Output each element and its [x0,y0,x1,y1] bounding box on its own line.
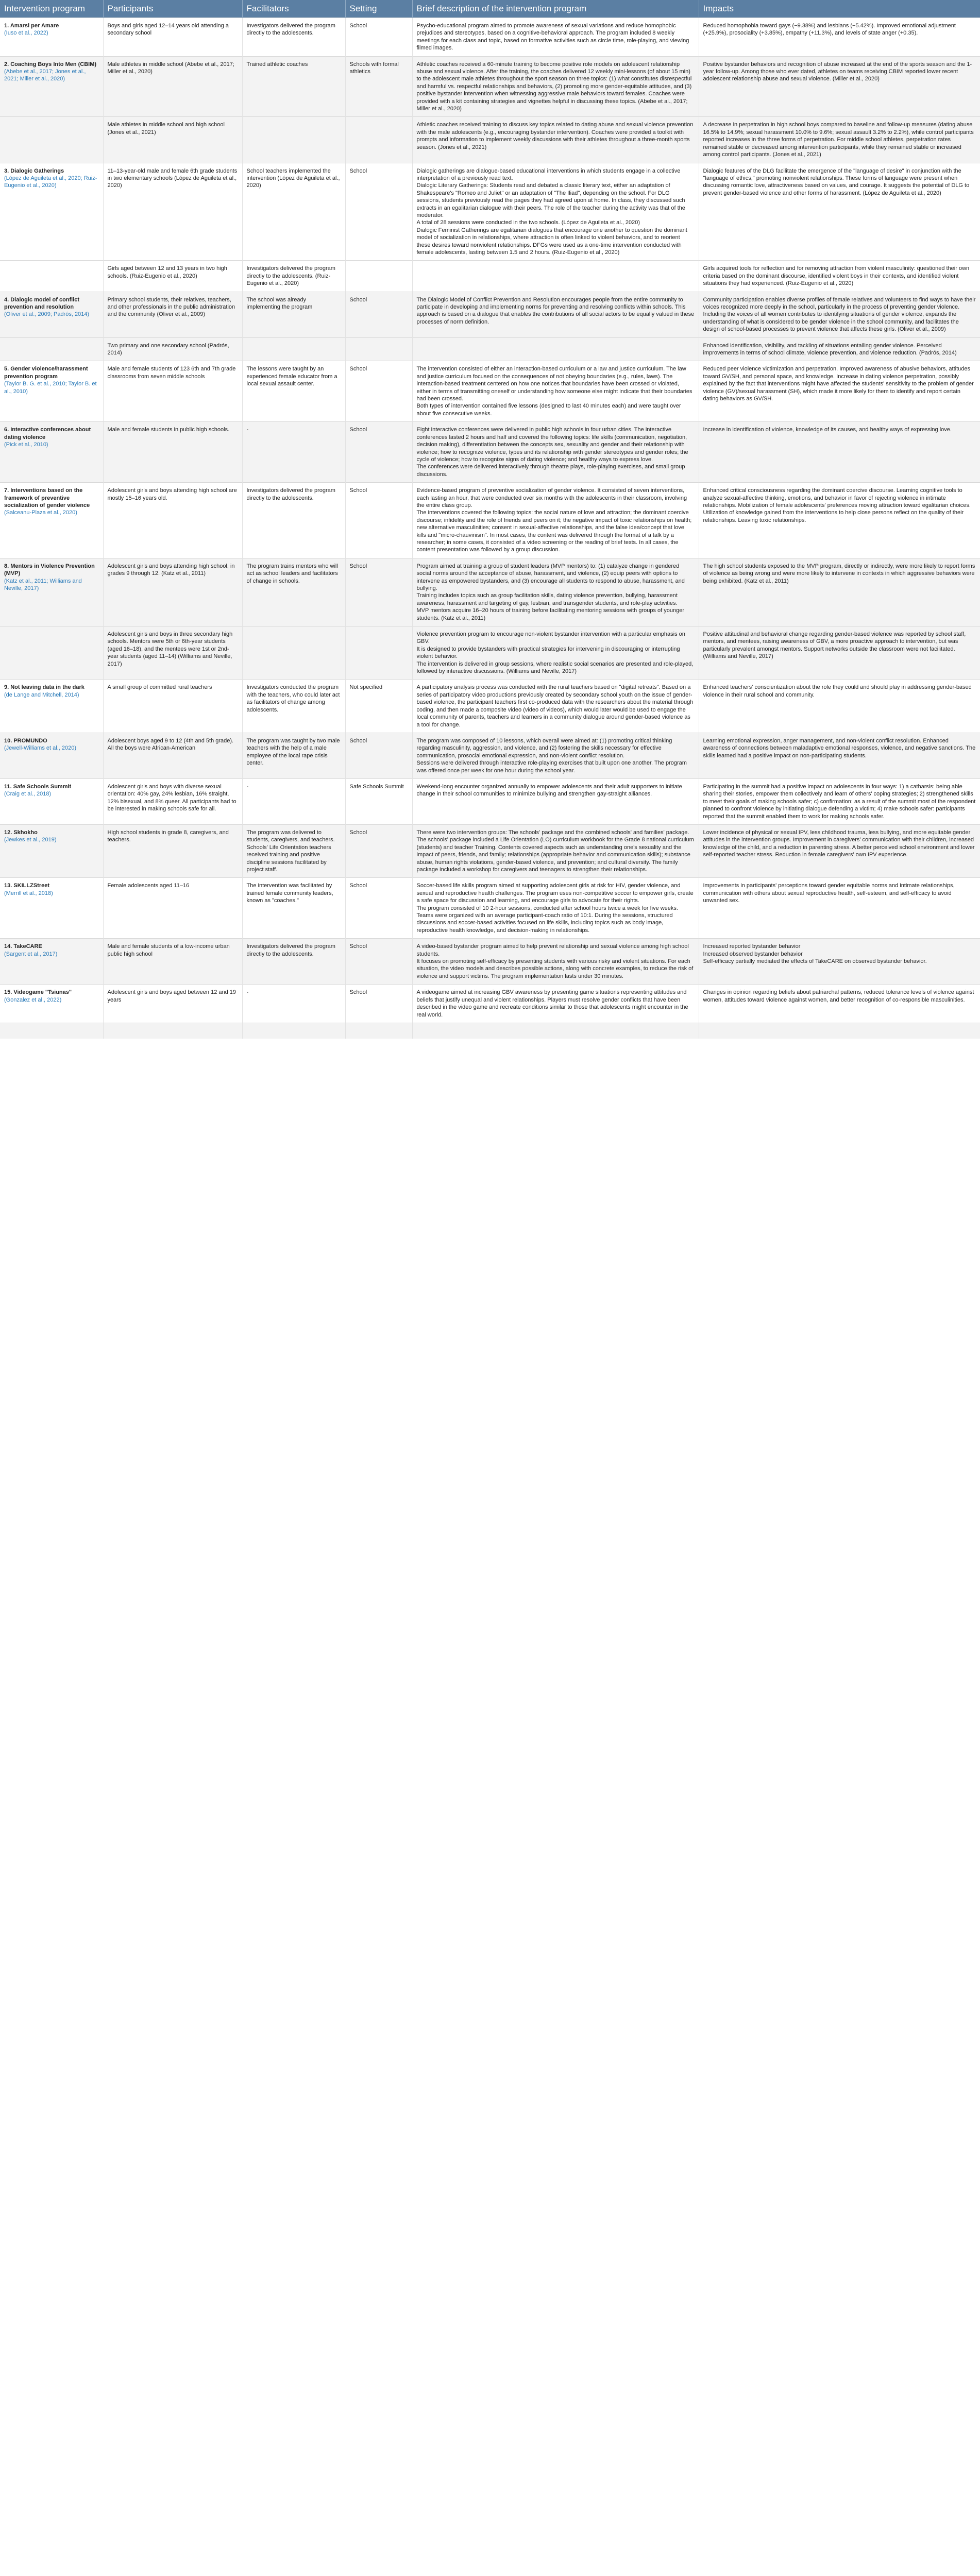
cell-participants: Adolescent girls and boys attending high school, in grades 9 through 12. (Katz et al., 2011) [103,558,242,626]
header-participants: Participants [103,0,242,18]
program-name: 15. Videogame "Tsiunas" [4,989,72,996]
cell-participants: Adolescent girls and boys attending high school are mostly 15–16 years old. [103,483,242,558]
description-text: A videogame aimed at increasing GBV awareness by presenting game situations representing attitudes and beliefs that justify unequal and violent relationships. Players must resolve gender conflicts that have been described in the video game and recreate conditions similar to those that adolescents might encounter in the real world. [416,989,688,1018]
table-row [0,292,980,337]
description-text: Evidence-based program of preventive socialization of gender violence. It consisted of seven interventions, each lasting an hour, that were conducted over six months with the adolescents in their classroom, involving the entire class group. The interventions covered the following topics: the social nature of love and attraction; the dominant coercive discourse; infidelity and the role of friends and peers on it; the negative impact of toxic relationships on health; new alternative masculinities; consent in sexual-affective relationships, and the false idea/concept that love kills and "micro-chauvinism". In most cases, the content was delivered through the format of a talk by a researcher; in some cases, it consisted of a video screening or the reading of brief texts. In all cases, the content presentation was followed by a group discussion. [416,487,692,553]
program-name: 4. Dialogic model of conflict prevention and resolution [4,296,80,310]
impacts-text: A decrease in perpetration in high school boys compared to baseline and follow-up measures (dating abuse 16.5% to 14.9%; sexual harassment 10.0% to 9.6%; sexual assault 3.2% to 2.2%), while control participants reported increases in the three forms of perpetration. For middle school athletes, perpetration rates remained stable or decreased among intervention participants, while they remained stable or increased among control participants. (Jones et al., 2021) [703,122,974,158]
table-row [0,626,980,680]
impacts-text: Lower incidence of physical or sexual IPV, less childhood trauma, less bullying, and more equitable gender attitudes in the intervention groups. Improvement in caregivers' communication with their children, increased knowledge of the child, and a reduction in parenting stress. A better perceived school environment and lower self-reported teacher stress. Reduction in female caregivers' own IPV experience. [703,829,975,858]
impacts-text: Reduced peer violence victimization and perpetration. Improved awareness of abusive behaviors, attitudes toward GV/SH, and personal space, and knowledge. Increase in dating violence perpetration, possibly explained by the fact that interventions might have affected the students' sensitivity to the problem of gender violence (GV)/sexual harassment (SH), which made it more likely for them to identify and report certain dating behaviors as GV/SH. [703,366,974,402]
description-text: Eight interactive conferences were delivered in public high schools in four urban cities. The interactive conferences lasted 2 hours and half and covered the following topics: life skills (communication, negotiation, decision making), differentiation between the concepts sex, sexuality and gender and their relationship with violence; how to recognize violence, types and its relationship with gender stereotypes and gender roles; the cycle of violence; how to recognize signs of dating violence; and healthy ways to express love. The conferences were delivered interactively through theatre plays, role-playing exercises, and small group discussions. [416,427,688,478]
header-row [0,0,980,18]
cell-participants: Adolescent girls and boys aged between 12 and 19 years [103,985,242,1023]
cell-facilitators: - [242,985,345,1023]
program-citation: (Oliver et al., 2009; Padrós, 2014) [4,311,90,318]
description-text: The program was composed of 10 lessons, which overall were aimed at: (1) promoting critical thinking regarding masculinity, aggression, and violence, and (2) fostering the skills necessary for effective communication, prosocial emotional expression, and non-violent conflict resolution. Sessions were delivered through interactive role-playing exercises that built upon one another. The program was offered once per week for one hour during the school year. [416,737,687,774]
cell-participants: Primary school students, their relatives, teachers, and other professionals in the public administration and the community (Oliver et al., 2009) [103,292,242,337]
description-text: Athletic coaches received a 60-minute training to become positive role models on adolescent relationship abuse and sexual violence. After the training, the coaches delivered 12 weekly mini-lessons (of about 15 min) to the adolescent male athletes throughout the sport season on three topics: (1) what constitutes disrespectful and harmful vs. respectful relationships and behaviors, (2) promoting more gender-equitable attitudes, and (3) positive bystander intervention when witnessing aggressive male behaviors toward females. Coaches were provided with a kit containing strategies and vignettes helpful in discussing these topics. (Abebe et al., 2017; Miller et al., 2020) [416,61,692,112]
cell-impacts [699,939,980,985]
cell-facilitators: The program was delivered to students, caregivers, and teachers. Schools' Life Orientation teachers received training and positive discipline sessions facilitated by project staff. [242,824,345,877]
program-name: 12. Skhokho [4,829,38,836]
program-citation: (Salceanu-Plaza et al., 2020) [4,510,77,516]
cell-setting: School [345,483,412,558]
program-citation: (Craig et al., 2018) [4,791,52,798]
cell-facilitators: Investigators delivered the program directly to the adolescents. (Ruiz-Eugenio et al., 2020) [242,261,345,292]
cell-setting: School [345,18,412,57]
description-text: Weekend-long encounter organized annually to empower adolescents and their adult supporters to initiate change in their school communities to minimize bullying and strengthen gay-straight alliances. [416,783,682,798]
table-row [0,824,980,877]
cell-facilitators: - [242,778,345,824]
header-setting: Setting [345,0,412,18]
impacts-text: Positive attitudinal and behavioral change regarding gender-based violence was reported by school staff, mentors, and mentees, raising awareness of GBV, a more proactive approach to intervention, but was particularly prevalent amongst mentors. Support networks outside the classroom were not facilitated. (Williams and Neville, 2017) [703,631,966,660]
cell-setting [345,117,412,163]
cell-intervention [0,778,103,824]
cell-impacts [699,626,980,680]
cell-impacts [699,422,980,483]
program-name: 5. Gender violence/harassment prevention program [4,366,88,380]
cell-participants: Girls aged between 12 and 13 years in two high schools. (Ruiz-Eugenio et al., 2020) [103,261,242,292]
cell-setting [345,1023,412,1039]
cell-setting: School [345,422,412,483]
cell-intervention [0,483,103,558]
cell-setting: School [345,985,412,1023]
cell-impacts [699,56,980,117]
program-name: 10. PROMUNDO [4,737,47,744]
program-name: 11. Safe Schools Summit [4,783,72,790]
table-row [0,985,980,1023]
cell-participants: Male and female students in public high schools. [103,422,242,483]
cell-intervention [0,878,103,939]
impacts-text: Improvements in participants' perceptions toward gender equitable norms and intimate relationships, communication with others about sexual reproductive health, self-esteem, and self-efficacy to avoid unwanted sex. [703,883,955,904]
table-row [0,778,980,824]
program-citation: (Jewkes et al., 2019) [4,837,57,843]
program-name: 8. Mentors in Violence Prevention (MVP) [4,563,95,577]
cell-description [412,778,699,824]
table-row [0,733,980,778]
cell-description [412,117,699,163]
cell-description [412,163,699,261]
description-text: A participatory analysis process was conducted with the rural teachers based on "digital retreats". Based on a series of participatory video productions previously created by secondary school youth on the issue of gender-based violence, the participant teachers first co-produced data with the researchers about the material through coding, and then made a composite video (video of videos), which would later would be used to engage the local community of parents, teachers and learners in a community dialogue around gender-based violence as a tool for change. [416,684,694,728]
cell-description [412,1023,699,1039]
program-name: 6. Interactive conferences about dating violence [4,427,91,440]
cell-impacts [699,261,980,292]
cell-participants: Female adolescents aged 11–16 [103,878,242,939]
cell-setting: School [345,824,412,877]
table-row [0,18,980,57]
cell-setting: School [345,361,412,422]
cell-description [412,878,699,939]
cell-intervention [0,824,103,877]
cell-description [412,985,699,1023]
description-text: Soccer-based life skills program aimed at supporting adolescent girls at risk for HIV, gender violence, and sexual and reproductive health challenges. The program uses non-competitive soccer to empower girls, create a safe space for discussion and learning, and encourage girls to advocate for their rights. The program consisted of 10 2-hour sessions, conducted after school hours twice a week for five weeks. Teams were organized with an average participant-coach ratio of 10:1. During the sessions, structured discussions and soccer-based activities focused on life skills, including topics such as body image, reproductive health knowledge, and decision-making in relationships. [416,883,694,934]
cell-facilitators: The program was taught by two male teachers with the help of a male employee of the local rape crisis center. [242,733,345,778]
cell-participants [103,1023,242,1039]
program-citation: (Gonzalez et al., 2022) [4,996,62,1003]
cell-setting: Not specified [345,680,412,733]
program-citation: (Taylor B. G. et al., 2010; Taylor B. et al., 2010) [4,381,97,395]
cell-facilitators [242,337,345,361]
cell-setting: School [345,558,412,626]
cell-description [412,292,699,337]
table-row [0,680,980,733]
cell-setting [345,626,412,680]
program-citation: (Katz et al., 2011; Williams and Neville, 2017) [4,578,82,591]
description-text: Program aimed at training a group of student leaders (MVP mentors) to: (1) catalyze change in gendered social norms around the acceptance of abuse, harassment, and violence, (2) equip peers with options to intervene as empowered bystanders, and (3) encourage all students to respond to abuse, harassment, and bullying. Training includes topics such as group facilitation skills, dating violence prevention, bullying, harassment awareness, harassment and targeting of gay, lesbian, and transgender students, and role-play activities. MVP mentors acquire 16–20 hours of training before facilitating mentoring sessions with groups of younger students. (Katz et al., 2011) [416,563,685,621]
description-text: Violence prevention program to encourage non-violent bystander intervention with a particular emphasis on GBV. It is designed to provide bystanders with practical strategies for intervening in discouraging or interrupting violent behavior. The intervention is delivered in group sessions, where realistic social scenarios are presented and role-played, followed by interactive discussions. (Williams and Neville, 2017) [416,631,694,675]
program-name: 9. Not leaving data in the dark [4,684,85,691]
cell-impacts [699,824,980,877]
program-citation: (Abebe et al., 2017; Jones et al., 2021; Miller et al., 2020) [4,69,86,82]
cell-setting: School [345,939,412,985]
description-text: The Dialogic Model of Conflict Prevention and Resolution encourages people from the entire community to participate in developing and implementing norms for preventing and resolving conflicts within schools. This approach is based on a dialogue that enables the contributions of all social actors to be equally valued in these processes of norm definition. [416,296,695,325]
cell-impacts [699,1023,980,1039]
cell-setting [345,261,412,292]
cell-intervention [0,361,103,422]
table-body [0,18,980,1039]
cell-intervention [0,117,103,163]
cell-impacts [699,558,980,626]
cell-setting: Schools with formal athletics [345,56,412,117]
cell-description [412,361,699,422]
cell-intervention [0,292,103,337]
cell-setting: School [345,878,412,939]
cell-intervention [0,680,103,733]
table-row [0,558,980,626]
cell-description [412,337,699,361]
description-text: Athletic coaches received training to discuss key topics related to dating abuse and sexual violence prevention with the male adolescents (e.g., encouraging bystander intervention). Coaches were provided a toolkit with prompts and information to implement weekly discussions with their athletes throughout a three-month sports season. (Jones et al., 2021) [416,122,694,150]
cell-impacts [699,361,980,422]
description-text: Dialogic gatherings are dialogue-based educational interventions in which students engage in a collective interpretation of a previously read text. Dialogic Literary Gatherings: Students read and debated a classic literary text, either an adaptation of Shakespeare's "Romeo and Juliet" or an adaptation of "The Iliad", depending on the school. For DLG sessions, students previously read the pages they had agreed upon at home. In class, they discussed such extracts in an egalitarian dialogue with their peers. The role of the teacher during the activity was that of the moderator. A total of 28 sessions were conducted in the two schools. (López de Aguileta et al., 2020) Dialogic Feminist Gatherings are egalitarian dialogues that encourage one another to question the dominant model of socialization in relationships, where attraction is often linked to violent behaviors, and to reorient these desires toward nonviolent relationships. DFGs were used as a one-time intervention conducted with female adolescents, lasting between 1.5 and 2 hours. (Ruiz-Eugenio et al., 2020) [416,167,687,256]
description-text: Psycho-educational program aimed to promote awareness of sexual variations and reduce homophobic prejudices and stereotypes, based on a cognitive-behavioral approach. The program included 8 weekly meetings for each class and topic, based on formative activities such as circle time, role-playing, and viewing filmed images. [416,23,689,52]
table-row [0,337,980,361]
cell-intervention [0,18,103,57]
cell-description [412,56,699,117]
cell-impacts [699,337,980,361]
impacts-text: The high school students exposed to the MVP program, directly or indirectly, were more likely to report forms of violence as being wrong and were more likely to intervene in contexts in which aggressive behaviors were being exhibited. (Katz et al., 2011) [703,563,975,584]
cell-intervention [0,337,103,361]
cell-description [412,939,699,985]
cell-impacts [699,878,980,939]
description-text: A video-based bystander program aimed to help prevent relationship and sexual violence among high school students. It focuses on promoting self-efficacy by presenting students with various risky and violent situations. For each situation, the video models and describes possible actions, along with concrete examples, to reduce the risk of violence and support victims. The program implementation lasts under 30 minutes. [416,943,694,979]
table-row [0,56,980,117]
cell-intervention [0,261,103,292]
cell-facilitators: The school was already implementing the program [242,292,345,337]
program-name: 14. TakeCARE [4,943,42,950]
impacts-text: Increase in identification of violence, knowledge of its causes, and healthy ways of expressing love. [703,427,952,433]
cell-facilitators [242,1023,345,1039]
program-citation: (Merrill et al., 2018) [4,890,53,896]
cell-setting: Safe Schools Summit [345,778,412,824]
cell-facilitators [242,626,345,680]
impacts-text: Participating in the summit had a positive impact on adolescents in four ways: 1) a catharsis: being able sharing their stories, empower them collectively and learn of others' coping strategies; 2) strengthened skills to meet their goals of making schools safer; c) confirmation: as a result of the summit most of the respondent planned to confront violence by initiating dialogue defending a victim; 4) make schools safer: participants reported that the summit enabled them to work for making schools safer. [703,783,976,820]
cell-description [412,483,699,558]
cell-participants: Adolescent girls and boys with diverse sexual orientation: 40% gay, 24% lesbian, 16% straight, 12% bisexual, and 8% queer. All participants had to be interested in making schools safe for all. [103,778,242,824]
cell-participants: Adolescent boys aged 9 to 12 (4th and 5th grade). All the boys were African-American [103,733,242,778]
cell-participants: A small group of committed rural teachers [103,680,242,733]
header-impacts: Impacts [699,0,980,18]
table-row [0,117,980,163]
cell-facilitators: The program trains mentors who will act as school leaders and facilitators of change in schools. [242,558,345,626]
cell-intervention [0,626,103,680]
description-text: The intervention consisted of either an interaction-based curriculum or a law and justice curriculum. The law and justice curriculum focused on the consequences of not obeying boundaries (e.g., rules, laws). The interaction-based treatment centered on how one notices that boundaries have been crossed or violated, either in terms of transmitting oneself or understanding how someone else might indicate that their boundaries had been crossed. Both types of intervention contained five lessons (designed to last 40 minutes each) and were taught over about five consecutive weeks. [416,366,692,417]
cell-intervention [0,422,103,483]
cell-intervention [0,558,103,626]
program-citation: (López de Aguileta et al., 2020; Ruiz-Eugenio et al., 2020) [4,175,97,189]
cell-setting: School [345,292,412,337]
cell-intervention [0,985,103,1023]
cell-facilitators: School teachers implemented the intervention (López de Aguileta et al., 2020) [242,163,345,261]
impacts-text: Dialogic features of the DLG facilitate the emergence of the "language of desire" in conjunction with the "language of ethics," promoting nonviolent relationships. These forms of language were present when discussing romantic love, attractiveness based on values, and courage. It suggests the potential of DLG to prevent gender-based violence and other forms of harassment. (López de Aguileta et al., 2020) [703,167,970,196]
table-row [0,163,980,261]
cell-impacts [699,483,980,558]
cell-intervention [0,163,103,261]
cell-description [412,422,699,483]
cell-description [412,733,699,778]
cell-intervention [0,939,103,985]
impacts-text: Enhanced teachers' conscientization about the role they could and should play in addressing gender-based violence in their rural school and community. [703,684,972,698]
impacts-text: Enhanced critical consciousness regarding the dominant coercive discourse. Learning cognitive tools to analyze sexual-affective thinking, emotions, and behavior in favor of rejecting violence in intimate relationships. Mobilization of female adolescents' preferences moving attraction toward egalitarian choices. Utilization of knowledge gained from the interventions to help close persons reflect on the quality of their relationships. Leaving toxic relationships. [703,487,971,523]
cell-impacts [699,117,980,163]
description-text: There were two intervention groups: The schools' package and the combined schools' and families' package. The schools' package included a Life Orientation (LO) curriculum workbook for the Grade 8 national curriculum (students) and teacher Training. Contents covered aspects such as understanding one's sexuality and the impact of peers, friends, and family; relationships (appropriate behavior and communication skills); substance abuse, human rights violations, gender-based violence, and prevention; and cultural diversity. The family package included a workshop for caregivers and teenagers to strengthen their relationships. [416,829,694,873]
table-row [0,939,980,985]
program-citation: (Iuso et al., 2022) [4,30,48,37]
cell-intervention [0,1023,103,1039]
cell-impacts [699,18,980,57]
table-row [0,878,980,939]
cell-impacts [699,292,980,337]
header-description: Brief description of the intervention program [412,0,699,18]
cell-description [412,680,699,733]
cell-description [412,626,699,680]
impacts-text: Reduced homophobia toward gays (−9.38%) and lesbians (−5.42%). Improved emotional adjustment (+25.9%), prosociality (+3.85%), empathy (+11.3%), and levels of state anger (+0.35). [703,23,956,37]
cell-participants: Male athletes in middle school (Abebe et al., 2017; Miller et al., 2020) [103,56,242,117]
cell-impacts [699,680,980,733]
impacts-text: Increased reported bystander behavior Increased observed bystander behavior Self-efficacy partially mediated the effects of TakeCARE on observed bystander behavior. [703,943,927,965]
program-name: 7. Interventions based on the framework of preventive socialization of gender violence [4,487,90,509]
program-name: 13. SKILLZStreet [4,883,50,889]
cell-facilitators: Investigators delivered the program directly to the adolescents. [242,939,345,985]
cell-participants: Two primary and one secondary school (Padrós, 2014) [103,337,242,361]
cell-description [412,558,699,626]
interventions-table [0,0,980,1039]
cell-participants: Adolescent girls and boys in three secondary high schools. Mentors were 5th or 6th-year students (aged 16–18), and the mentees were 1st or 2nd-year students (aged 11–14) (Williams and Neville, 2017) [103,626,242,680]
cell-facilitators: Investigators delivered the program directly to the adolescents. [242,483,345,558]
program-citation: (de Lange and Mitchell, 2014) [4,691,79,698]
table-row [0,1023,980,1039]
cell-setting: School [345,163,412,261]
table-row [0,483,980,558]
cell-facilitators: The lessons were taught by an experienced female educator from a local sexual assault center. [242,361,345,422]
cell-impacts [699,733,980,778]
header-facilitators: Facilitators [242,0,345,18]
impacts-text: Enhanced identification, visibility, and tackling of situations entailing gender violence. Perceived improvements in terms of school climate, violence prevention, and violence reduction. (Padrós, 2014) [703,342,957,357]
impacts-text: Learning emotional expression, anger management, and non-violent conflict resolution. Enhanced awareness of connections between maladaptive emotional responses, violence, and negative sanctions. The skills learned had a positive impact on non-participating students. [703,737,976,759]
table-row [0,422,980,483]
table-header [0,0,980,18]
cell-facilitators: The intervention was facilitated by trained female community leaders, known as "coaches." [242,878,345,939]
cell-impacts [699,163,980,261]
program-name: 2. Coaching Boys Into Men (CBIM) [4,61,97,67]
cell-participants: Male and female students of 123 6th and 7th grade classrooms from seven middle schools [103,361,242,422]
cell-description [412,824,699,877]
cell-facilitators: - [242,422,345,483]
cell-impacts [699,778,980,824]
program-name: 1. Amarsi per Amare [4,23,59,29]
header-intervention: Intervention program [0,0,103,18]
cell-participants: 11–13-year-old male and female 6th grade students in two elementary schools (López de Aguileta et al., 2020) [103,163,242,261]
cell-participants: Male and female students of a low-income urban public high school [103,939,242,985]
program-name: 3. Dialogic Gatherings [4,167,64,174]
cell-participants: Male athletes in middle school and high school (Jones et al., 2021) [103,117,242,163]
cell-participants: Boys and girls aged 12–14 years old attending a secondary school [103,18,242,57]
cell-setting [345,337,412,361]
impacts-text: Positive bystander behaviors and recognition of abuse increased at the end of the sports season and the 1-year follow-up. Among those who ever dated, athletes on teams receiving CBIM reported lower recent adolescent relationship abuse and sexual violence. (Miller et al., 2020) [703,61,972,82]
program-citation: (Pick et al., 2010) [4,442,48,448]
cell-impacts [699,985,980,1023]
cell-facilitators [242,117,345,163]
cell-participants: High school students in grade 8, caregivers, and teachers. [103,824,242,877]
cell-setting: School [345,733,412,778]
cell-facilitators: Investigators conducted the program with the teachers, who could later act as facilitators of change among adolescents. [242,680,345,733]
table-row [0,261,980,292]
cell-intervention [0,733,103,778]
cell-intervention [0,56,103,117]
cell-facilitators: Investigators delivered the program directly to the adolescents. [242,18,345,57]
program-citation: (Jewell-Williams et al., 2020) [4,745,76,752]
impacts-text: Girls acquired tools for reflection and for removing attraction from violent masculinity: questioned their own criteria based on the dominant discourse, identified violent boys in their contexts, and identified violent situations they had experienced. (Ruiz-Eugenio et al., 2020) [703,265,970,287]
table-row [0,361,980,422]
program-citation: (Sargent et al., 2017) [4,951,58,957]
cell-facilitators: Trained athletic coaches [242,56,345,117]
cell-description [412,261,699,292]
impacts-text: Changes in opinion regarding beliefs about patriarchal patterns, reduced tolerance levels of violence against women, attitudes toward violence against women, and better recognition of co-responsible masculinities. [703,989,974,1003]
impacts-text: Community participation enables diverse profiles of female relatives and volunteers to find ways to have their voices recognized more deeply in the school, particularly in the process of preventing gender violence. Including the voices of all women contributes to identifying situations of gender violence, expands the understanding of what is considered to be gender violence in the school community, and facilitates the design of school-based processes to prevent violence that affects these girls. (Oliver et al., 2009) [703,296,976,333]
cell-description [412,18,699,57]
